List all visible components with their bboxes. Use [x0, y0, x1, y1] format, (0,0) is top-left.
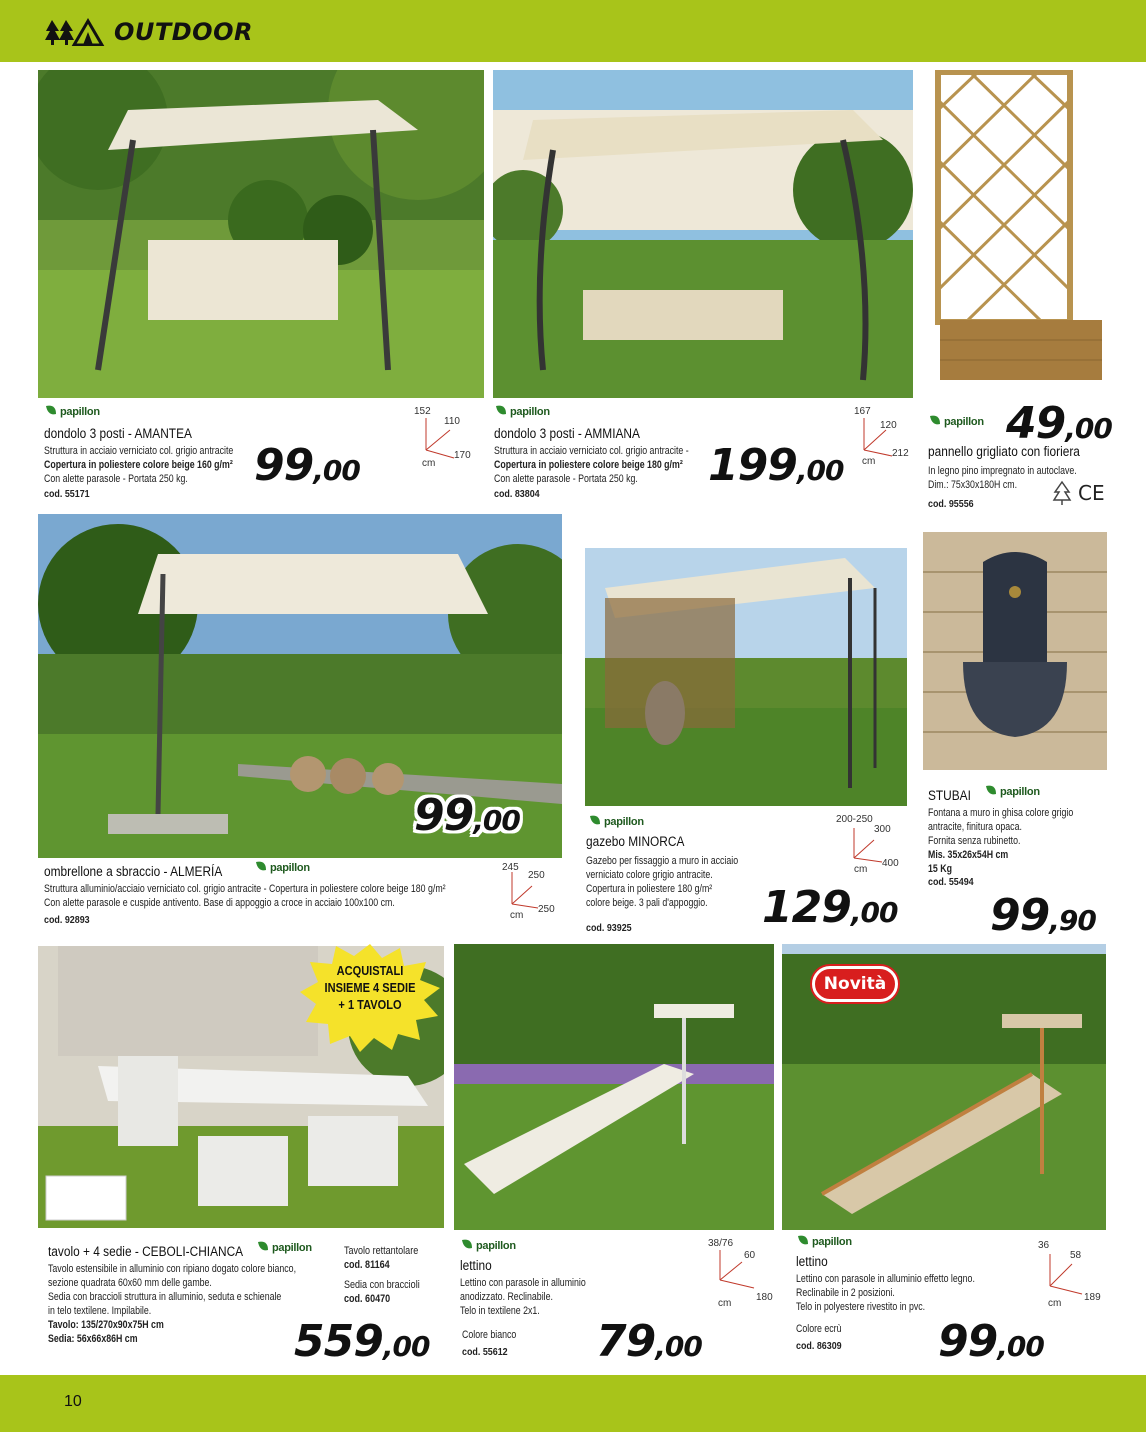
product-code: cod. 95556	[928, 498, 974, 510]
product-code: cod. 55171	[44, 488, 90, 500]
leaf-icon	[254, 860, 268, 876]
product-price: 99,90	[990, 890, 1096, 941]
product-description: Struttura in acciaio verniciato col. grigio antracite - Copertura in poliestere colore beige 180 g/m² Con alette parasole - Portata 250 kg.	[494, 445, 689, 485]
product-name: dondolo 3 posti - AMANTEA	[44, 426, 192, 441]
product-color: Colore bianco	[462, 1329, 517, 1341]
novita-badge: Novità	[812, 966, 898, 1002]
product-name: lettino	[796, 1254, 828, 1269]
product-price: 99,00	[254, 440, 360, 491]
product-code: cod. 86309	[796, 1340, 842, 1352]
dimensions-diagram: 167 120 212 cm	[854, 406, 909, 467]
brand-logo-papillon: papillon	[44, 404, 100, 420]
brand-logo-papillon: papillon	[928, 414, 984, 430]
product-color: Colore ecrù	[796, 1323, 842, 1335]
footer-bar	[0, 1375, 1146, 1432]
product-code: cod. 83804	[494, 488, 540, 500]
page-number: 10	[64, 1393, 82, 1410]
brand-logo-papillon: papillon	[256, 1240, 312, 1256]
leaf-icon	[494, 404, 508, 420]
product-name: STUBAI	[928, 788, 971, 803]
product-price: 79,00	[596, 1316, 702, 1367]
product-photo-amantea	[38, 70, 484, 398]
product-photo-lettino-bianco	[454, 944, 774, 1230]
leaf-icon	[928, 414, 942, 430]
dimensions-diagram: 245 250 250 cm	[502, 862, 555, 921]
product-price: 129,00	[762, 882, 898, 933]
product-price: 559,00	[294, 1316, 430, 1367]
product-price: 49,00	[1006, 398, 1112, 449]
product-price: 99,00	[938, 1316, 1044, 1367]
brand-logo-papillon: papillon	[984, 784, 1040, 800]
product-photo-minorca	[585, 548, 907, 806]
product-description: In legno pino impregnato in autoclave. Dim.: 75x30x180H cm.	[928, 465, 1077, 491]
brand-logo-papillon: papillon	[494, 404, 550, 420]
product-description: Lettino con parasole in alluminio anodizzato. Reclinabile. Telo in textilene 2x1.	[460, 1277, 586, 1317]
brand-logo-papillon: papillon	[796, 1234, 852, 1250]
product-description: Fontana a muro in ghisa colore grigio antracite, finitura opaca. Fornita senza rubinetto. Mis. 35x26x54H cm 15 Kg	[928, 807, 1074, 875]
brand-logo-papillon: papillon	[460, 1238, 516, 1254]
product-photo-ammiana	[493, 70, 913, 398]
product-price: 199,00	[708, 440, 844, 491]
section-header-bar	[0, 0, 1146, 62]
fsc-tree-icon	[1052, 480, 1072, 506]
leaf-icon	[44, 404, 58, 420]
product-photo-stubai	[923, 532, 1107, 770]
product-description: Tavolo estensibile in alluminio con ripiano dogato colore bianco, sezione quadrata 60x60 mm delle gambe. Sedia con braccioli struttura in alluminio, seduta e schienale in telo textilene. Impilabile. Tavolo: 135/270x90x75H cm Sedia: 56x66x86H cm	[48, 1263, 297, 1345]
brand-logo-papillon: papillon	[254, 860, 310, 876]
product-description: Struttura alluminio/acciaio verniciato col. grigio antracite - Copertura in poliestere colore beige 180 g/m² Con alette parasole e cuspide antivento. Base di appoggio a croce in acciaio 100x100 cm.	[44, 883, 446, 909]
product-description: Struttura in acciaio verniciato col. grigio antracite Copertura in poliestere colore beige 160 g/m² Con alette parasole - Portata 250 kg.	[44, 445, 234, 485]
product-name: gazebo MINORCA	[586, 834, 685, 849]
product-description: Gazebo per fissaggio a muro in acciaio verniciato colore grigio antracite. Copertura in poliestere 180 g/m² colore beige. 3 pali d'appoggio.	[586, 855, 739, 909]
leaf-icon	[984, 784, 998, 800]
product-name: tavolo + 4 sedie - CEBOLI-CHIANCA	[48, 1244, 244, 1259]
leaf-icon	[588, 814, 602, 830]
dimensions-diagram: 152 110 170 cm	[414, 406, 471, 469]
product-code: cod. 55494	[928, 876, 974, 888]
product-code: cod. 55612	[462, 1346, 508, 1358]
leaf-icon	[256, 1240, 270, 1256]
product-description: Lettino con parasole in alluminio effetto legno. Reclinabile in 2 posizioni. Telo in polyestere rivestito in pvc.	[796, 1273, 975, 1313]
tree-tent-icon	[44, 18, 106, 46]
product-photo-pannello	[930, 70, 1106, 390]
product-code: cod. 92893	[44, 914, 90, 926]
product-name: pannello grigliato con fioriera	[928, 444, 1080, 459]
product-code: cod. 93925	[586, 922, 632, 934]
ce-mark: CE	[1078, 481, 1105, 505]
leaf-icon	[796, 1234, 810, 1250]
leaf-icon	[460, 1238, 474, 1254]
product-name: lettino	[460, 1258, 492, 1273]
promo-starburst: ACQUISTALI INSIEME 4 SEDIE + 1 TAVOLO	[298, 942, 442, 1052]
product-price: 99,00	[414, 790, 520, 841]
brand-logo-papillon: papillon	[588, 814, 644, 830]
product-name: ombrellone a sbraccio - ALMERÍA	[44, 864, 223, 879]
dimensions-diagram: 200-250 300 400 cm	[836, 814, 899, 875]
section-title: OUTDOOR	[114, 18, 253, 46]
product-name: dondolo 3 posti - AMMIANA	[494, 426, 640, 441]
dimensions-diagram: 36 58 189 cm	[1038, 1240, 1101, 1309]
product-codes: Tavolo rettantolare cod. 81164 Sedia con braccioli cod. 60470	[344, 1245, 420, 1305]
dimensions-diagram: 38/76 60 180 cm	[708, 1238, 773, 1309]
certification-marks	[1052, 480, 1105, 506]
